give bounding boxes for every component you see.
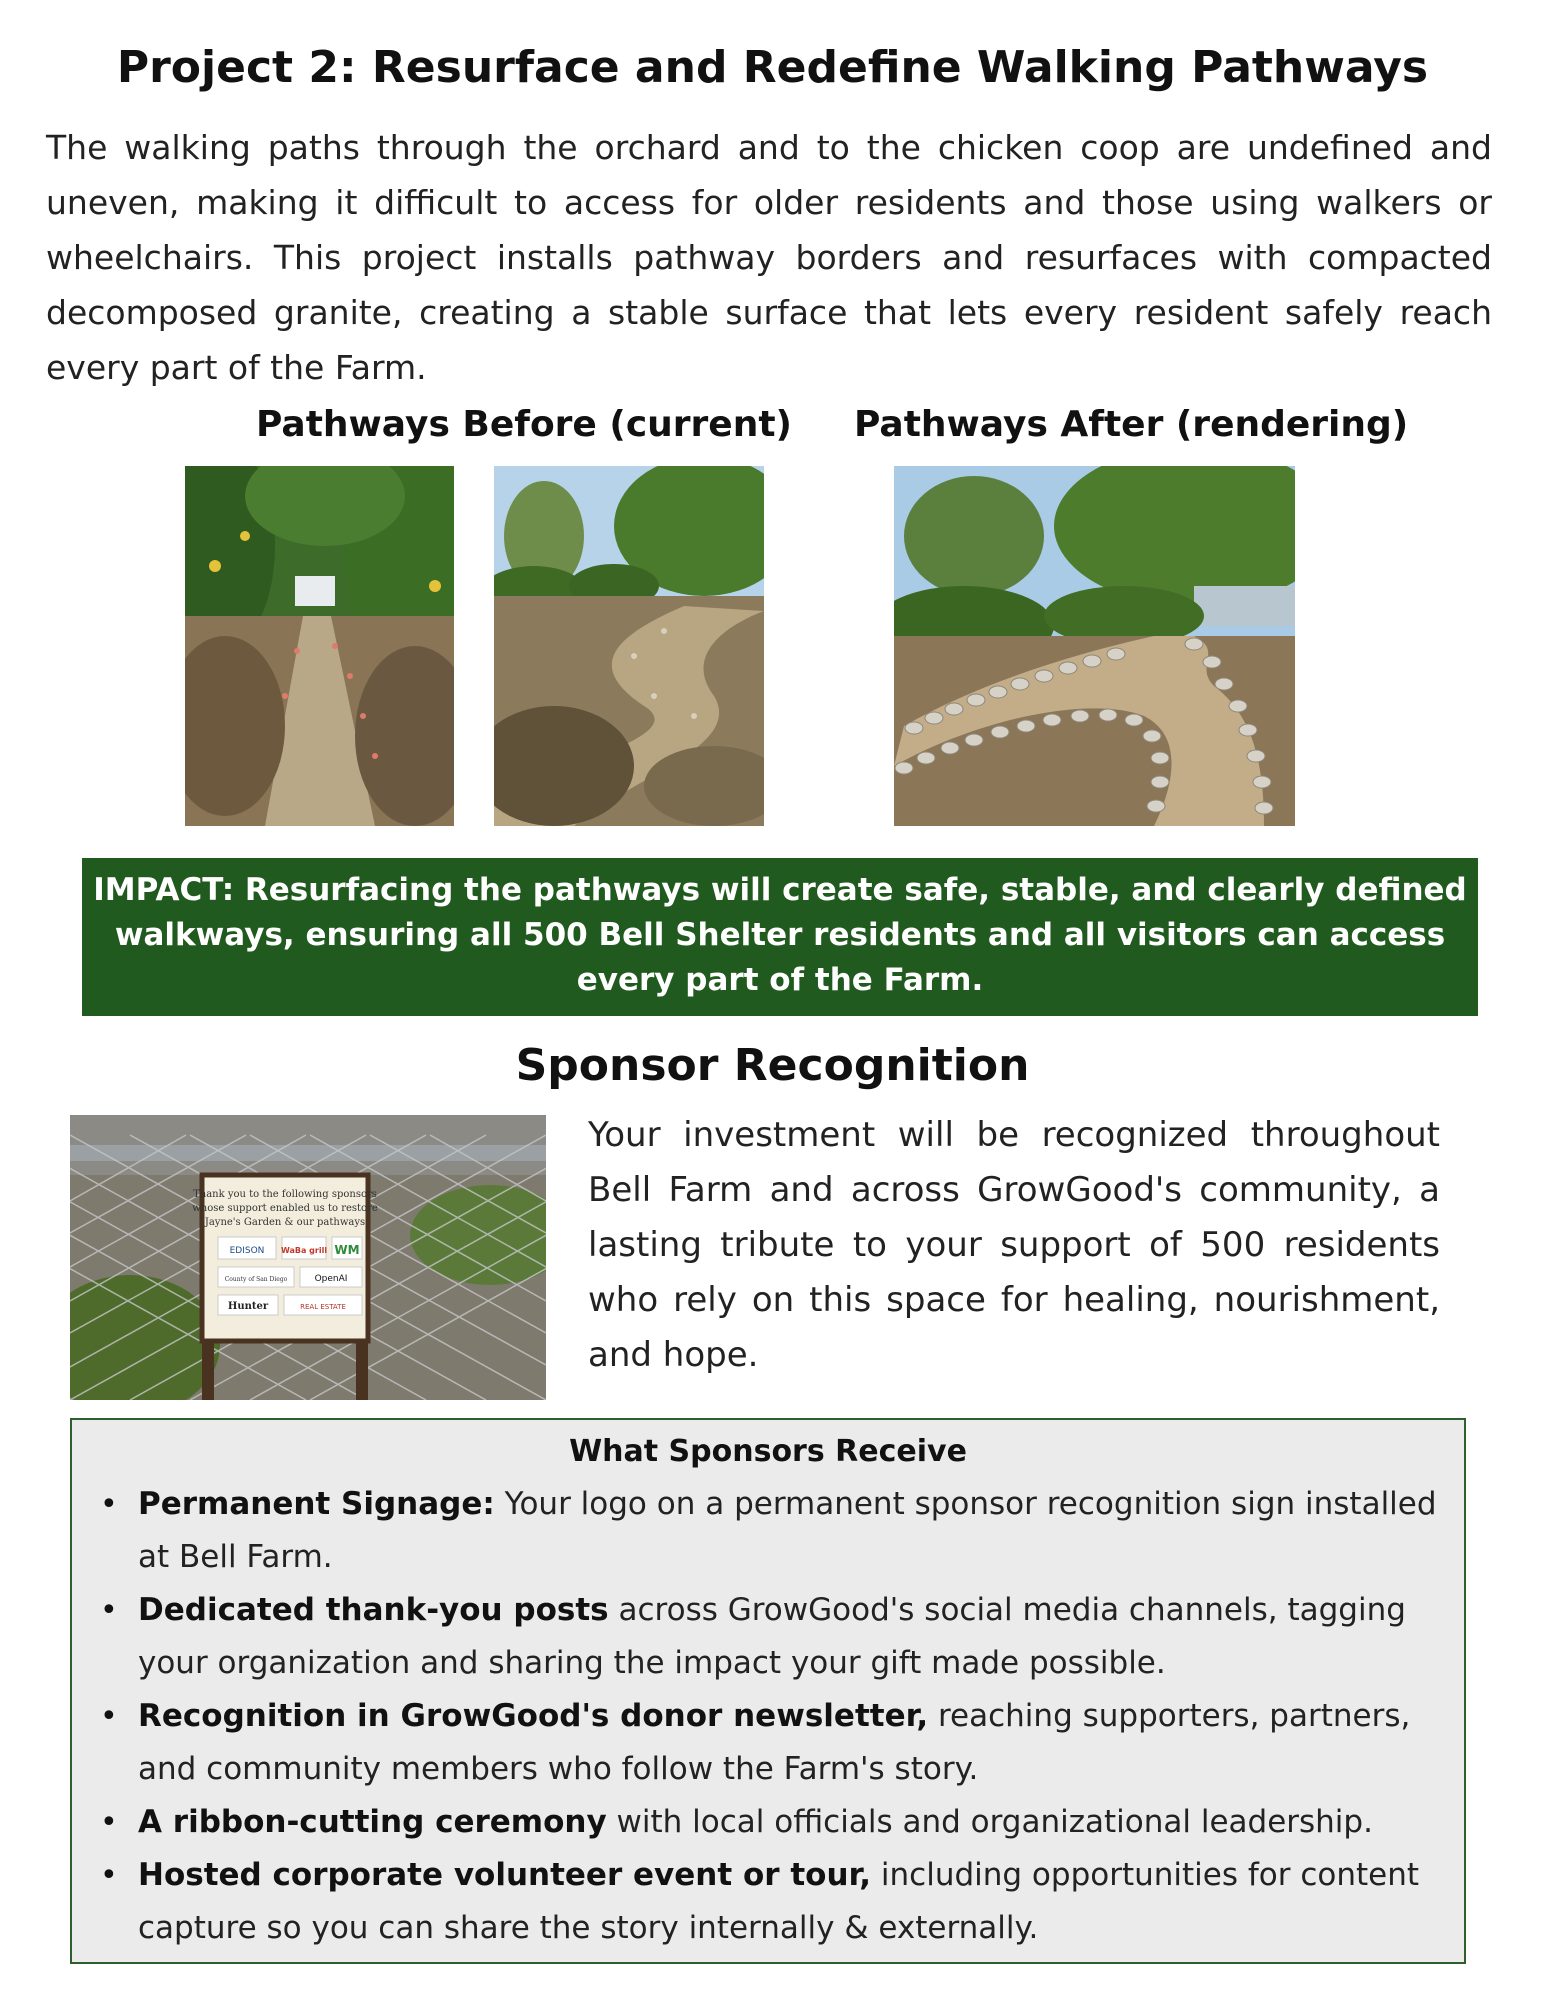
benefit-text: across GrowGood's social media channels, tagging your organization and sharing the impact your gift made possible. — [138, 1592, 1406, 1681]
sign-line-3: Jayne's Garden & our pathways — [204, 1217, 366, 1228]
what-sponsors-receive-box — [70, 1418, 1466, 1964]
sign-logo-openai: OpenAI — [314, 1274, 348, 1284]
benefit-bold: Dedicated thank-you posts — [138, 1592, 609, 1628]
sign-logo-wm: WM — [334, 1243, 360, 1257]
benefit-item-ribbon-cutting — [138, 1796, 1438, 1849]
benefits-list — [138, 1478, 1438, 1955]
benefit-item-volunteer-event — [138, 1849, 1438, 1955]
page-title: Project 2: Resurface and Redefine Walking Pathways — [116, 42, 1429, 93]
after-photo-label: Pathways After (rendering) — [854, 404, 1409, 445]
benefit-text: Your logo on a permanent sponsor recognition sign installed at Bell Farm. — [138, 1486, 1437, 1575]
benefit-bold: A ribbon-cutting ceremony — [138, 1804, 607, 1840]
benefit-item-newsletter — [138, 1690, 1438, 1796]
benefit-item-social-posts — [138, 1584, 1438, 1690]
before-photo-path-2 — [494, 466, 764, 826]
before-photos-label: Pathways Before (current) — [256, 404, 793, 445]
intro-paragraph: The walking paths through the orchard and to the chicken coop are undefined and uneven, making it difficult to access for older residents and those using walkers or wheelchairs. This project installs pathway borders and resurfaces with compacted decomposed granite, creating a stable surface that lets every resident safely reach every part of the Farm. — [46, 128, 1492, 387]
sign-logo-county: County of San Diego — [224, 1276, 288, 1283]
sign-line-2: whose support enabled us to restore — [192, 1203, 378, 1214]
sign-logo-edison: EDISON — [229, 1246, 265, 1256]
sponsor-sign-photo — [70, 1115, 546, 1400]
benefit-bold: Recognition in GrowGood's donor newsletter, — [138, 1698, 929, 1734]
benefit-bold: Permanent Signage: — [138, 1486, 495, 1522]
benefit-text: with local officials and organizational leadership. — [606, 1804, 1373, 1840]
what-sponsors-receive-title: What Sponsors Receive — [569, 1434, 967, 1469]
sign-logo-wabagrill: WaBa grill — [280, 1246, 328, 1255]
benefit-text: including opportunities for content capture so you can share the story internally & externally. — [138, 1857, 1420, 1946]
sponsor-recognition-text: Your investment will be recognized throughout Bell Farm and across GrowGood's community, a lasting tribute to your support of 500 residents who rely on this space for healing, nourishment, and hope. — [588, 1115, 1440, 1375]
sign-logo-hunter: Hunter — [227, 1301, 269, 1312]
sponsor-recognition-heading: Sponsor Recognition — [515, 1040, 1030, 1091]
impact-banner: IMPACT: Resurfacing the pathways will create safe, stable, and clearly defined walkways, ensuring all 500 Bell Shelter residents and all visitors can access every part of the Farm. — [82, 858, 1478, 1016]
after-photo-rendering — [894, 466, 1295, 826]
benefit-item-signage — [138, 1478, 1438, 1584]
before-photo-path-1 — [185, 466, 454, 826]
benefit-bold: Hosted corporate volunteer event or tour, — [138, 1857, 872, 1893]
benefit-text: reaching supporters, partners, and community members who follow the Farm's story. — [138, 1698, 1411, 1787]
sign-logo-real-estate: REAL ESTATE — [300, 1303, 346, 1311]
sign-line-1: Thank you to the following sponsors — [193, 1189, 377, 1200]
